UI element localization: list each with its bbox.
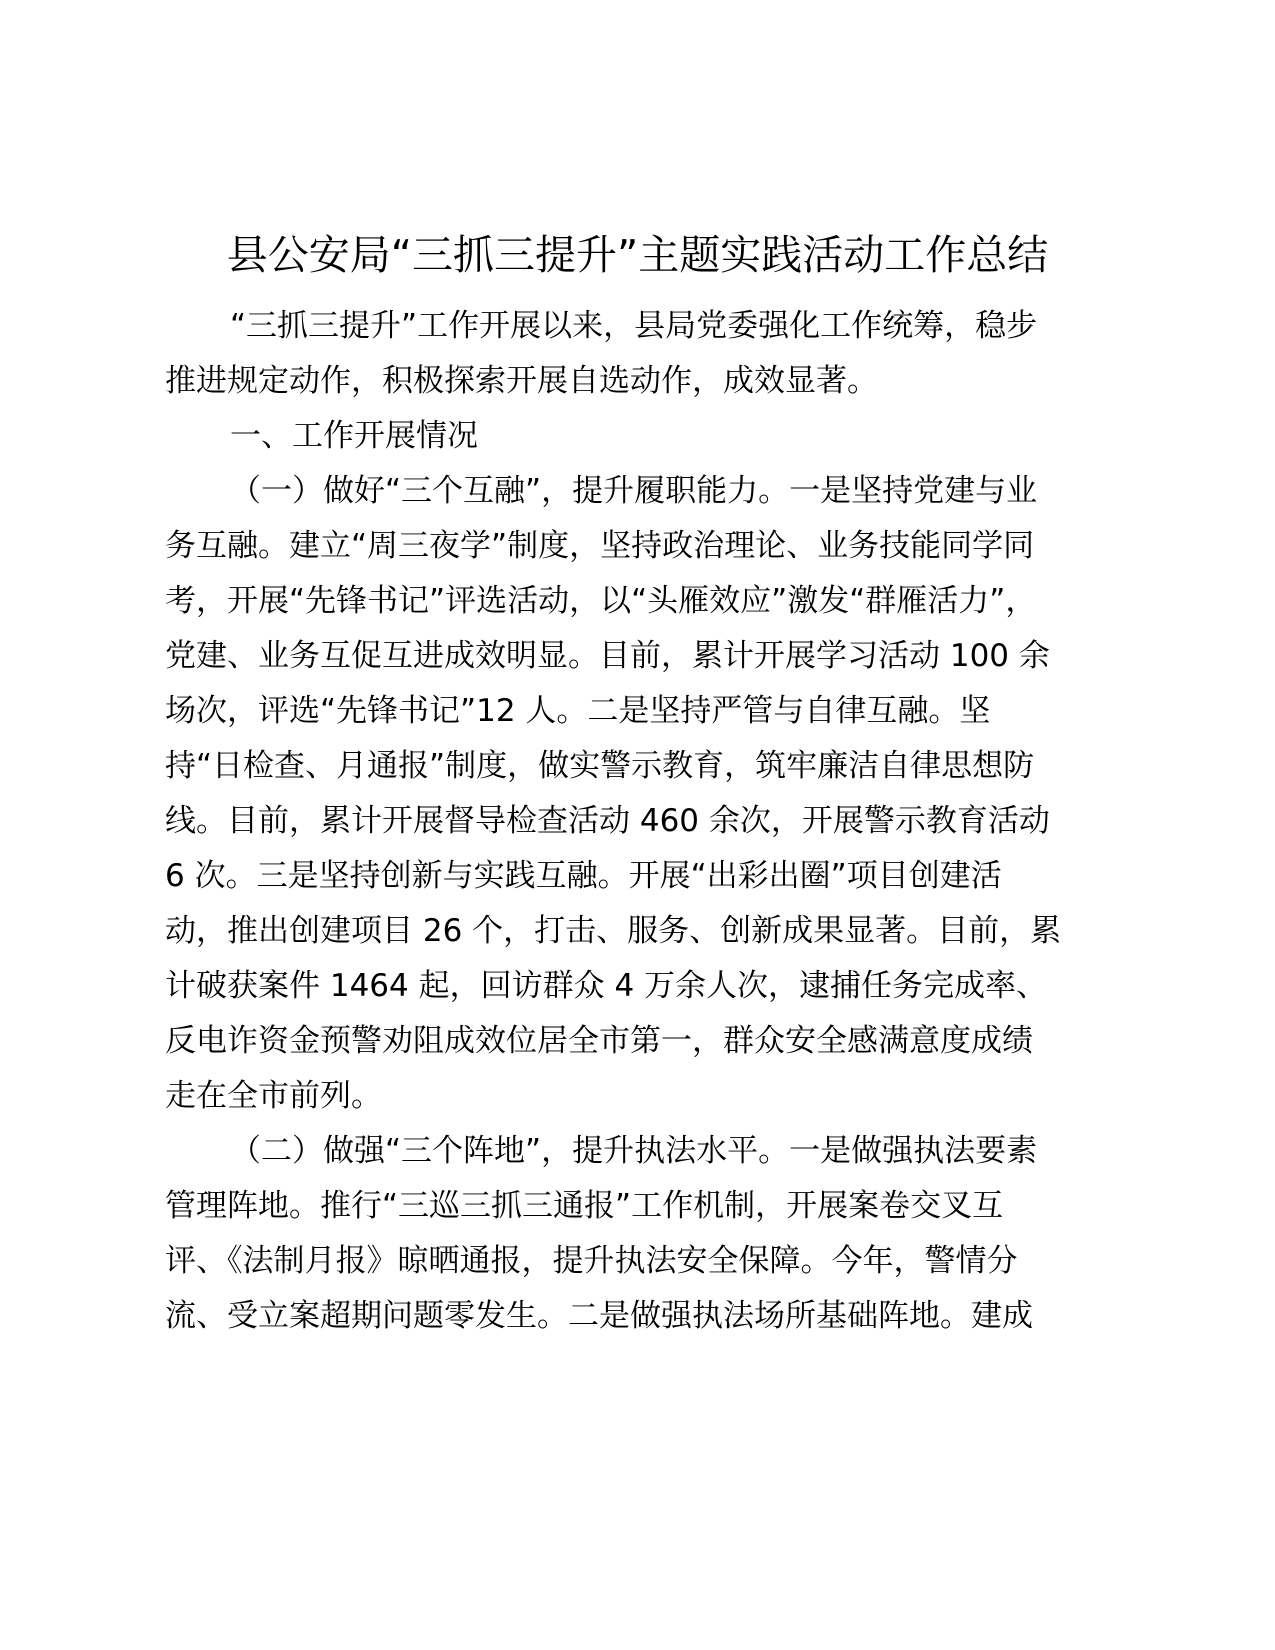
paragraph-1-line-6: 持“日检查、月通报”制度，做实警示教育，筑牢廉洁自律思想防 <box>165 748 1035 784</box>
section-heading: 一、工作开展情况 <box>230 418 478 454</box>
paragraph-1-line-7: 线。目前，累计开展督导检查活动 460 余次，开展警示教育活动 <box>165 803 1050 839</box>
paragraph-2-line-2: 管理阵地。推行“三巡三抓三通报”工作机制，开展案卷交叉互 <box>165 1188 1004 1224</box>
paragraph-1-line-1: （一）做好“三个互融”，提升履职能力。一是坚持党建与业 <box>230 473 1038 509</box>
paragraph-2-line-4: 流、受立案超期问题零发生。二是做强执法场所基础阵地。建成 <box>165 1298 1033 1334</box>
paragraph-1-line-10: 计破获案件 1464 起，回访群众 4 万余人次，逮捕任务完成率、 <box>165 968 1048 1004</box>
document-title: 县公安局“三抓三提升”主题实践活动工作总结 <box>226 231 1049 279</box>
paragraph-1-line-11: 反电诈资金预警劝阻成效位居全市第一，群众安全感满意度成绩 <box>165 1023 1033 1059</box>
paragraph-1-line-5: 场次，评选“先锋书记”12 人。二是坚持严管与自律互融。坚 <box>165 693 991 729</box>
paragraph-1-line-2: 务互融。建立“周三夜学”制度，坚持政治理论、业务技能同学同 <box>165 528 1035 564</box>
paragraph-intro-line-1: “三抓三提升”工作开展以来，县局党委强化工作统筹，稳步 <box>230 308 1038 344</box>
paragraph-1-line-8: 6 次。三是坚持创新与实践互融。开展“出彩出圈”项目创建活 <box>165 858 1002 894</box>
paragraph-2-line-3: 评、《法制月报》晾晒通报，提升执法安全保障。今年，警情分 <box>165 1243 1018 1279</box>
paragraph-2-line-1: （二）做强“三个阵地”，提升执法水平。一是做强执法要素 <box>230 1133 1038 1169</box>
paragraph-1-line-4: 党建、业务互促互进成效明显。目前，累计开展学习活动 100 余 <box>165 638 1050 674</box>
paragraph-1-line-12: 走在全市前列。 <box>165 1078 382 1114</box>
paragraph-1-line-9: 动，推出创建项目 26 个，打击、服务、创新成果显著。目前，累 <box>165 913 1062 949</box>
paragraph-1-line-3: 考，开展“先锋书记”评选活动，以“头雁效应”激发“群雁活力”， <box>165 583 1037 619</box>
paragraph-intro-line-2: 推进规定动作，积极探索开展自选动作，成效显著。 <box>165 363 878 399</box>
